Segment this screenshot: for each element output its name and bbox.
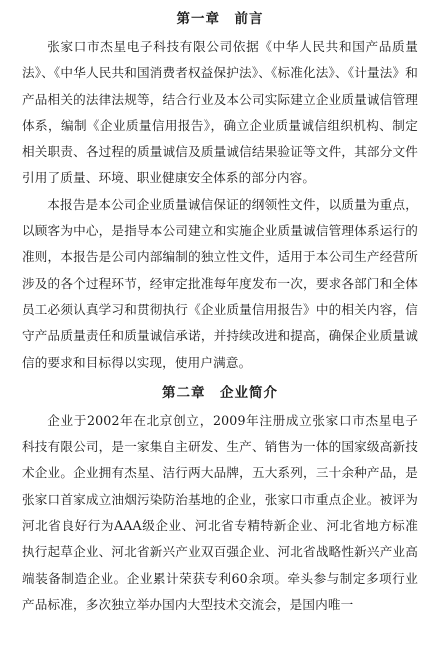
chapter-1-title: 第一章 前言: [176, 11, 264, 27]
chapter-1-paragraph-2: 本报告是本公司企业质量诚信保证的纲领性文件，以质量为重点，以顾客为中心，是指导本公司建立和实施企业质量诚信管理体系运行的准则，本报告是公司内部编制的独立性文件，适用于本公司生产经营所涉及的各个过程环节，经审定批准每年度发布一次，要求各部门和全体员工必须认真学习和贯彻执行《企业质量信用报告》中的相关内容，信守产品质量责任和质量诚信承诺，并持续改进和提高，确保企业质量诚信的要求和目标得以实现，使用户满意。: [22, 196, 418, 370]
chapter-2-title: 第二章 企业简介: [162, 384, 278, 401]
chapter-2-paragraph-1: 企业于2002年在北京创立，2009年注册成立张家口市杰星电子科技有限公司，是一家集自主研发、生产、销售为一体的国家级高新技术企业。企业拥有杰星、洁行两大品牌，五大系列，三十余种产品，是张家口首家成立油烟污染防治基地的企业，张家口市重点企业。被评为河北省良好行为AAA级企业、河北省专精特新企业、河北省地方标准执行起草企业、河北省新兴产业双百强企业、河北省战略性新兴产业高端装备制造企业。企业累计荣获专利60余项。牵头参与制定多项行业产品标准，多次独立举办国内大型技术交流会，是国内唯一: [22, 412, 418, 612]
chapter-1-paragraph-1: 张家口市杰星电子科技有限公司依据《中华人民共和国产品质量法》、《中华人民共和国消费者权益保护法》、《标准化法》、《计量法》和产品相关的法律法规等，结合行业及本公司实际建立企业质量诚信管理体系，编制《企业质量信用报告》，确立企业质量诚信组织机构、制定相关职责、各过程的质量诚信及质量诚信结果验证等文件，其部分文件引用了质量、环境、职业健康安全体系的部分内容。: [22, 39, 418, 186]
